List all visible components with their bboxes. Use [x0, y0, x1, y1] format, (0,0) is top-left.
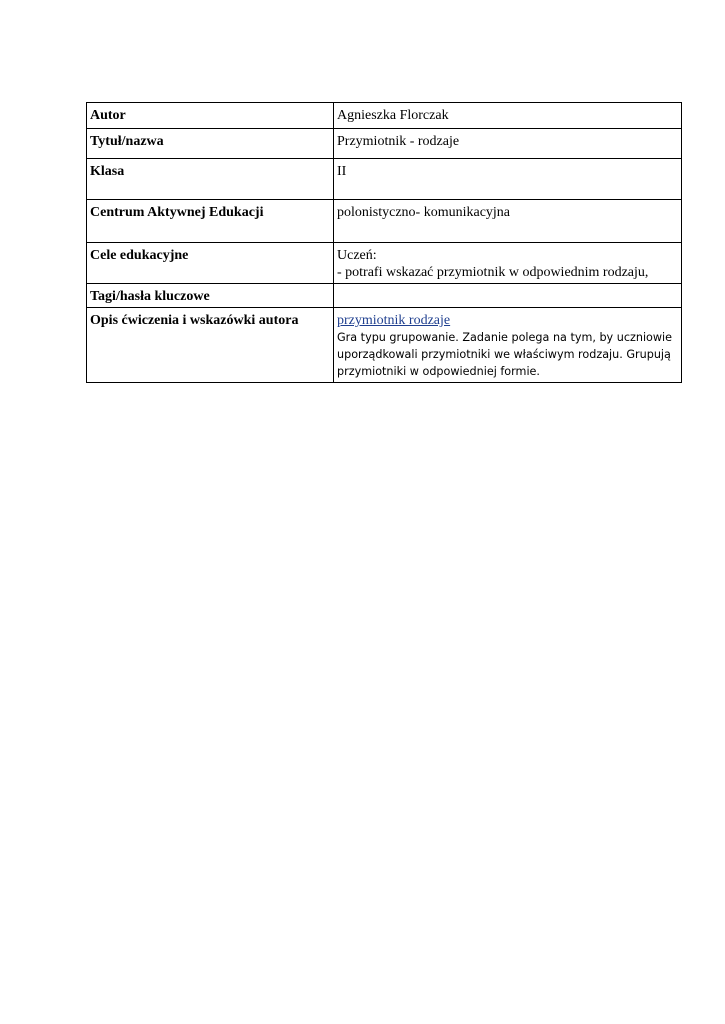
table-row — [87, 129, 682, 159]
row-value-tytul: Przymiotnik - rodzaje — [334, 129, 682, 159]
exercise-link[interactable]: przymiotnik rodzaje — [337, 313, 451, 328]
row-value-tagi — [334, 284, 682, 308]
cele-line-2: - potrafi wskazać przymiotnik w odpowiednim rodzaju, — [337, 265, 649, 280]
row-label-klasa: Klasa — [87, 159, 334, 200]
table-row — [87, 103, 682, 129]
row-label-centrum: Centrum Aktywnej Edukacji — [87, 200, 334, 243]
row-label-tagi: Tagi/hasła kluczowe — [87, 284, 334, 308]
row-label-tytul: Tytuł/nazwa — [87, 129, 334, 159]
table-row — [87, 284, 682, 308]
table-row — [87, 159, 682, 200]
metadata-table — [86, 102, 682, 383]
row-label-autor: Autor — [87, 103, 334, 129]
cele-line-1: Uczeń: — [337, 248, 377, 263]
row-value-opis — [334, 308, 682, 383]
row-value-centrum: polonistyczno- komunikacyjna — [334, 200, 682, 243]
row-label-cele: Cele edukacyjne — [87, 243, 334, 284]
table-row — [87, 200, 682, 243]
row-value-autor: Agnieszka Florczak — [334, 103, 682, 129]
row-value-klasa: II — [334, 159, 682, 200]
row-label-opis: Opis ćwiczenia i wskazówki autora — [87, 308, 334, 383]
table-row — [87, 308, 682, 383]
row-value-cele — [334, 243, 682, 284]
exercise-description: Gra typu grupowanie. Zadanie polega na tym, by uczniowie uporządkowali przymiotniki we właściwym rodzaju. Grupują przymiotniki w odpowiedniej formie. — [337, 331, 673, 378]
table-row — [87, 243, 682, 284]
